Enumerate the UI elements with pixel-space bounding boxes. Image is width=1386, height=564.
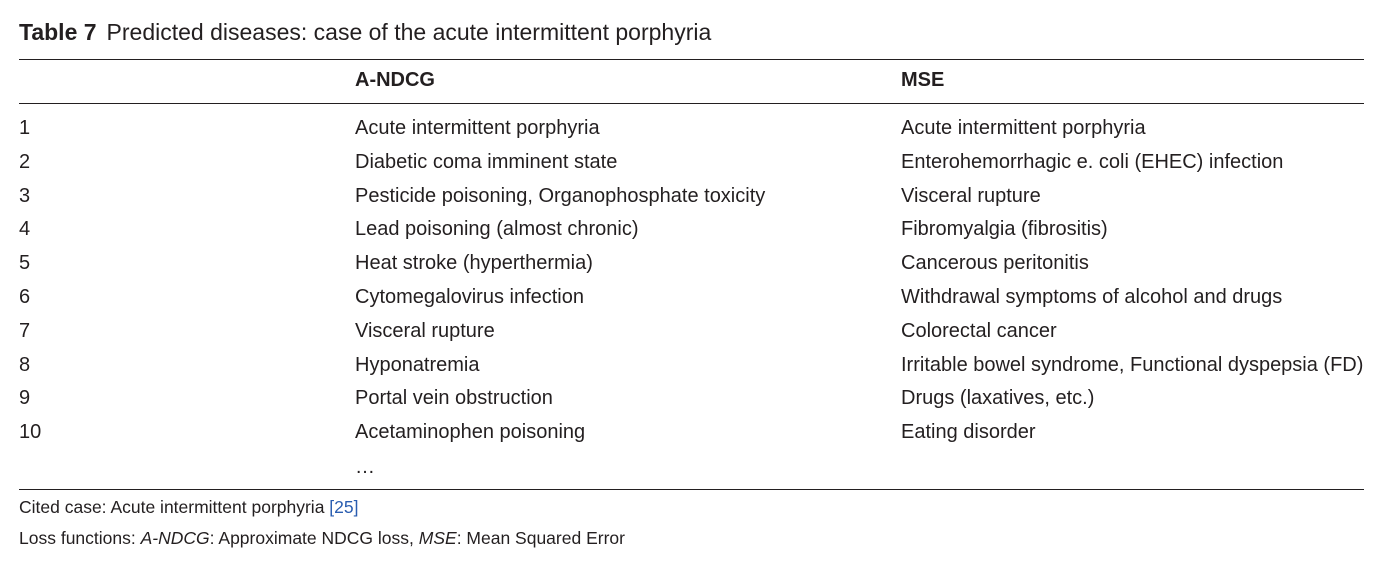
mse-cell: Colorectal cancer <box>901 319 1057 342</box>
mse-cell: Enterohemorrhagic e. coli (EHEC) infection <box>901 150 1284 173</box>
table-caption <box>19 17 711 47</box>
mse-abbr: MSE <box>418 528 457 548</box>
footnote-loss-functions <box>19 526 625 550</box>
mse-cell: Irritable bowel syndrome, Functional dyspepsia (FD) <box>901 353 1364 376</box>
andcg-cell: Hyponatremia <box>355 353 480 376</box>
rank-cell: 5 <box>19 252 31 275</box>
table-row <box>0 247 1386 281</box>
andcg-cell: Cytomegalovirus infection <box>355 285 584 308</box>
table-row <box>0 180 1386 214</box>
rank-cell: 3 <box>19 184 31 207</box>
table-row <box>0 382 1386 416</box>
table-body <box>0 112 1386 450</box>
andcg-cell: Visceral rupture <box>355 319 495 342</box>
rank-cell: 1 <box>19 117 31 139</box>
loss-prefix: Loss functions: <box>19 528 141 548</box>
rank-cell: 7 <box>19 319 31 342</box>
mse-cell: Visceral rupture <box>901 184 1041 207</box>
mse-cell: Eating disorder <box>901 421 1036 444</box>
table-label: Table 7 <box>19 19 97 45</box>
table-row <box>0 213 1386 247</box>
mse-cell: Withdrawal symptoms of alcohol and drugs <box>901 285 1283 308</box>
andcg-cell: Lead poisoning (almost chronic) <box>355 218 639 241</box>
reference-link[interactable]: [25] <box>329 497 359 517</box>
footnote-cited-case <box>19 495 359 519</box>
andcg-cell: Acute intermittent porphyria <box>355 117 600 139</box>
header-andcg: A-NDCG <box>355 69 435 91</box>
table-title: Predicted diseases: case of the acute intermittent porphyria <box>106 19 712 45</box>
table-row <box>0 416 1386 450</box>
andcg-abbr: A-NDCG <box>140 528 210 548</box>
table-top-rule <box>19 59 1364 60</box>
rank-cell: 2 <box>19 150 31 173</box>
mse-cell: Fibromyalgia (fibrositis) <box>901 218 1108 241</box>
rank-cell: 6 <box>19 285 31 308</box>
table-row <box>0 315 1386 349</box>
table-row <box>0 349 1386 383</box>
andcg-cell: Heat stroke (hyperthermia) <box>355 252 593 275</box>
table-ellipsis: … <box>355 456 375 478</box>
table-row <box>0 281 1386 315</box>
table-row <box>0 112 1386 146</box>
cited-case-text: Cited case: Acute intermittent porphyria <box>19 497 330 517</box>
mse-cell: Cancerous peritonitis <box>901 252 1089 275</box>
andcg-definition: : Approximate NDCG loss, <box>209 528 419 548</box>
table-header-row <box>0 65 1386 95</box>
header-mse: MSE <box>901 69 945 91</box>
andcg-cell: Pesticide poisoning, Organophosphate toxicity <box>355 184 766 207</box>
mse-definition: : Mean Squared Error <box>456 528 625 548</box>
rank-cell: 9 <box>19 387 31 410</box>
rank-cell: 8 <box>19 353 31 376</box>
rank-cell: 4 <box>19 218 31 241</box>
table-bottom-rule <box>19 489 1364 490</box>
table-header-rule <box>19 103 1364 104</box>
mse-cell: Drugs (laxatives, etc.) <box>901 387 1095 410</box>
andcg-cell: Portal vein obstruction <box>355 387 553 410</box>
table-row <box>0 146 1386 180</box>
rank-cell: 10 <box>19 421 42 444</box>
mse-cell: Acute intermittent porphyria <box>901 117 1146 139</box>
andcg-cell: Diabetic coma imminent state <box>355 150 618 173</box>
andcg-cell: Acetaminophen poisoning <box>355 421 586 444</box>
